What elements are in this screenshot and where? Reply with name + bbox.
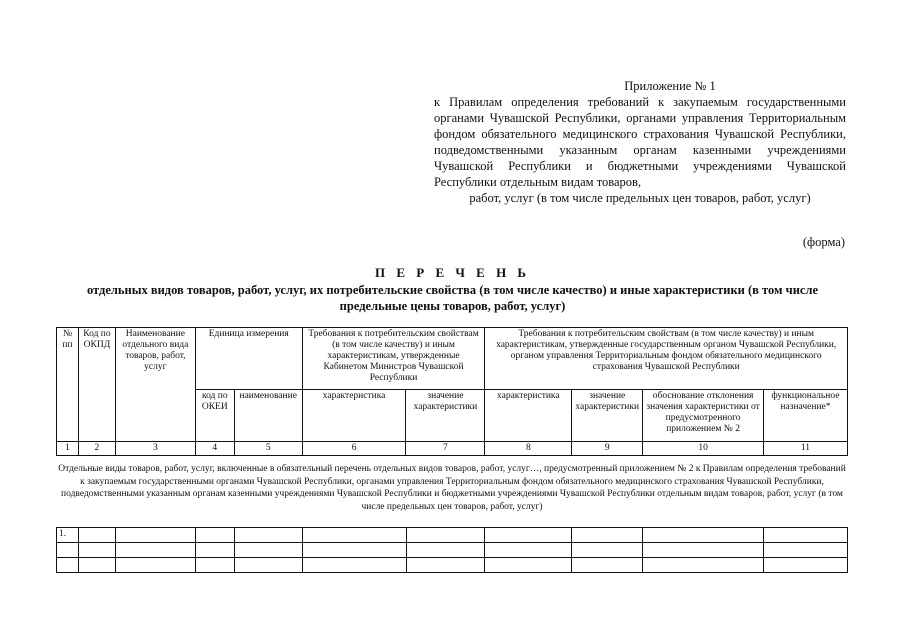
- form-label: (форма): [802, 235, 845, 249]
- col-number: 6: [302, 442, 406, 456]
- col-number: 3: [115, 442, 195, 456]
- header-number: № пп: [57, 328, 79, 442]
- header-characteristic-1: характеристика: [302, 390, 406, 442]
- appendix-header: [434, 78, 846, 206]
- col-number: 2: [78, 442, 115, 456]
- table-row: [57, 528, 848, 543]
- table-row: [57, 558, 848, 573]
- appendix-title: Приложение № 1: [624, 79, 716, 93]
- section-note: Отдельные виды товаров, работ, услуг, включенные в обязательный перечень отдельных видов товаров, работ, услуг…, предусмотренный приложением № 2 к Правилам определения требований к закупаемым государственными органами Чувашской Республики, органами управления Территориальным фондом обязательного медицинского страхования Чувашской Республики, подведомственными указанным органам казенными учреждениями Чувашской Республики и бюджетными учреждениями Чувашской Республики отдельным видам товаров, работ, услуг (в том числе предельных цен товаров, работ, услуг): [58, 464, 846, 512]
- table-row: [57, 543, 848, 558]
- header-item-name: Наименование отдельного вида товаров, работ, услуг: [115, 328, 195, 442]
- header-characteristic-2: характеристика: [485, 390, 572, 442]
- header-unit: Единица измерения: [195, 328, 302, 390]
- header-value-1: значение характеристики: [406, 390, 485, 442]
- col-number: 11: [763, 442, 847, 456]
- document-subtitle: отдельных видов товаров, работ, услуг, их потребительские свойства (в том числе качество) и иные характеристики (в том числе предельные цены товаров, работ, услуг): [86, 283, 819, 313]
- requirements-table: [56, 327, 848, 456]
- header-deviation-reason: обоснование отклонения значения характеристики от предусмотренного приложением № 2: [643, 390, 764, 442]
- appendix-last-line: работ, услуг (в том числе предельных цен товаров, работ, услуг): [469, 191, 811, 205]
- header-requirements-government: Требования к потребительским свойствам (в том числе качеству) и иным характеристикам, утвержденные государственным органом Чувашской Республики, органом управления Территориальным фондом обязательного медицинского страхования Чувашской Республики: [485, 328, 848, 390]
- col-number: 1: [57, 442, 79, 456]
- header-unit-name: наименование: [234, 390, 302, 442]
- col-number: 10: [643, 442, 764, 456]
- col-number: 9: [572, 442, 643, 456]
- col-number: 5: [234, 442, 302, 456]
- col-number: 4: [195, 442, 234, 456]
- header-function: функциональное назначение*: [763, 390, 847, 442]
- data-rows-table: [56, 527, 848, 573]
- col-number: 8: [485, 442, 572, 456]
- document-title: П Е Р Е Ч Е Н Ь: [374, 265, 531, 280]
- col-number: 7: [406, 442, 485, 456]
- header-okpd: Код по ОКПД: [78, 328, 115, 442]
- header-requirements-cabinet: Требования к потребительским свойствам (в том числе качеству) и иным характеристикам, утвержденные Кабинетом Министров Чувашской Республики: [302, 328, 485, 390]
- row-number: 1.: [57, 528, 79, 543]
- header-okei: код по ОКЕИ: [195, 390, 234, 442]
- header-value-2: значение характеристики: [572, 390, 643, 442]
- appendix-text: к Правилам определения требований к закупаемым государственными органами Чувашской Республики, органами управления Территориальным фондом обязательного медицинского страхования Чувашской Республики, подведомственными указанным органам казенными учреждениями Чувашской Республики и бюджетными учреждениями Чувашской Республики отдельным видам товаров,: [434, 95, 846, 189]
